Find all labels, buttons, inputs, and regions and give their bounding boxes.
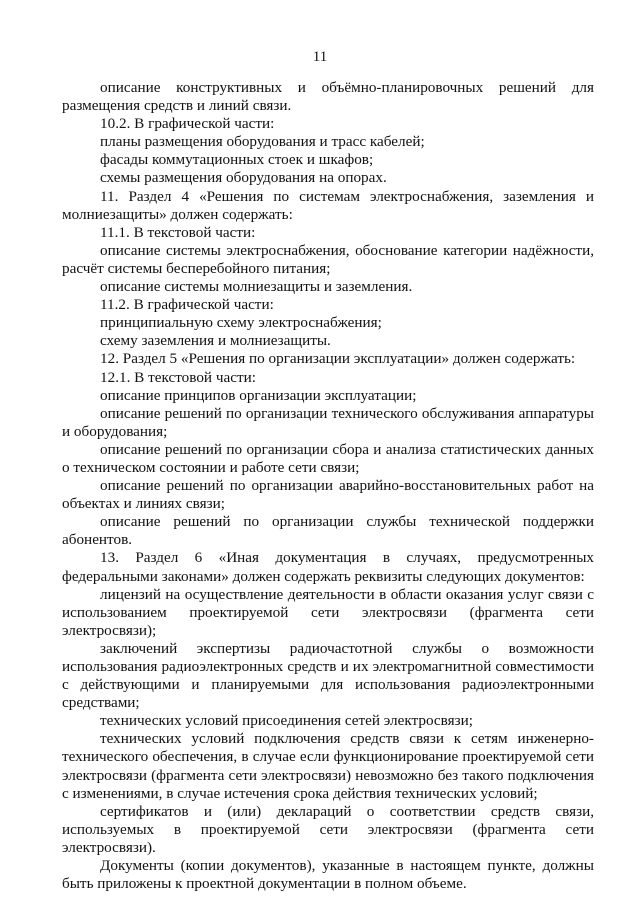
paragraph: описание системы молниезащиты и заземления. [100,278,413,296]
paragraph: технических условий присоединения сетей электросвязи; [100,712,473,730]
paragraph: описание конструктивных и объёмно-планировочных решений для размещения средств и линий связи. [62,79,594,115]
paragraph: описание решений по организации технического обслуживания аппаратуры и оборудования; [62,404,594,440]
paragraph: 10.2. В графической части: [100,115,275,133]
paragraph: 11.2. В графической части: [100,296,274,314]
paragraph: описание принципов организации эксплуатации; [100,386,417,404]
paragraph: 11. Раздел 4 «Решения по системам электроснабжения, заземления и молниезащиты» должен содержать: [62,187,594,223]
paragraph: схему заземления и молниезащиты. [100,332,331,350]
paragraph: описание системы электроснабжения, обоснование категории надёжности, расчёт системы бесперебойного питания; [62,241,594,277]
paragraph: Документы (копии документов), указанные в настоящем пункте, должны быть приложены к проектной документации в полном объеме. [62,857,594,893]
paragraph: технических условий подключения средств связи к сетям инженерно-технического обеспечения, в случае если функционирование проектируемой сети электросвязи (фрагмента сети электросвязи) невозможно без такого подключения с изменениями, в случае истечения срока действия технических условий; [62,730,594,802]
paragraph: лицензий на осуществление деятельности в области оказания услуг связи с использованием проектируемой сети электросвязи (фрагмента сети электросвязи); [62,585,594,639]
paragraph: планы размещения оборудования и трасс кабелей; [100,133,425,151]
paragraph: схемы размещения оборудования на опорах. [100,169,387,187]
paragraph: сертификатов и (или) деклараций о соответствии средств связи, используемых в проектируемой сети электросвязи (фрагмента сети электросвязи). [62,802,594,856]
paragraph: 12.1. В текстовой части: [100,368,256,386]
paragraph: описание решений по организации службы технической поддержки абонентов. [62,513,594,549]
paragraph: 13. Раздел 6 «Иная документация в случаях, предусмотренных федеральными законами» должен содержать реквизиты следующих документов: [62,549,594,585]
paragraph: описание решений по организации аварийно-восстановительных работ на объектах и линиях связи; [62,477,594,513]
paragraph: 12. Раздел 5 «Решения по организации эксплуатации» должен содержать: [100,350,576,368]
paragraph: фасады коммутационных стоек и шкафов; [100,151,374,169]
paragraph: 11.1. В текстовой части: [100,223,256,241]
page-number: 11 [312,49,328,65]
paragraph: заключений экспертизы радиочастотной службы о возможности использования радиоэлектронных средств и их электромагнитной совместимости с действующими и планируемыми для использования радиоэлектронными средствами; [62,639,594,712]
paragraph: описание решений по организации сбора и анализа статистических данных о техническом состоянии и работе сети связи; [62,440,594,476]
paragraph: принципиальную схему электроснабжения; [100,314,382,332]
document-body [62,79,594,893]
